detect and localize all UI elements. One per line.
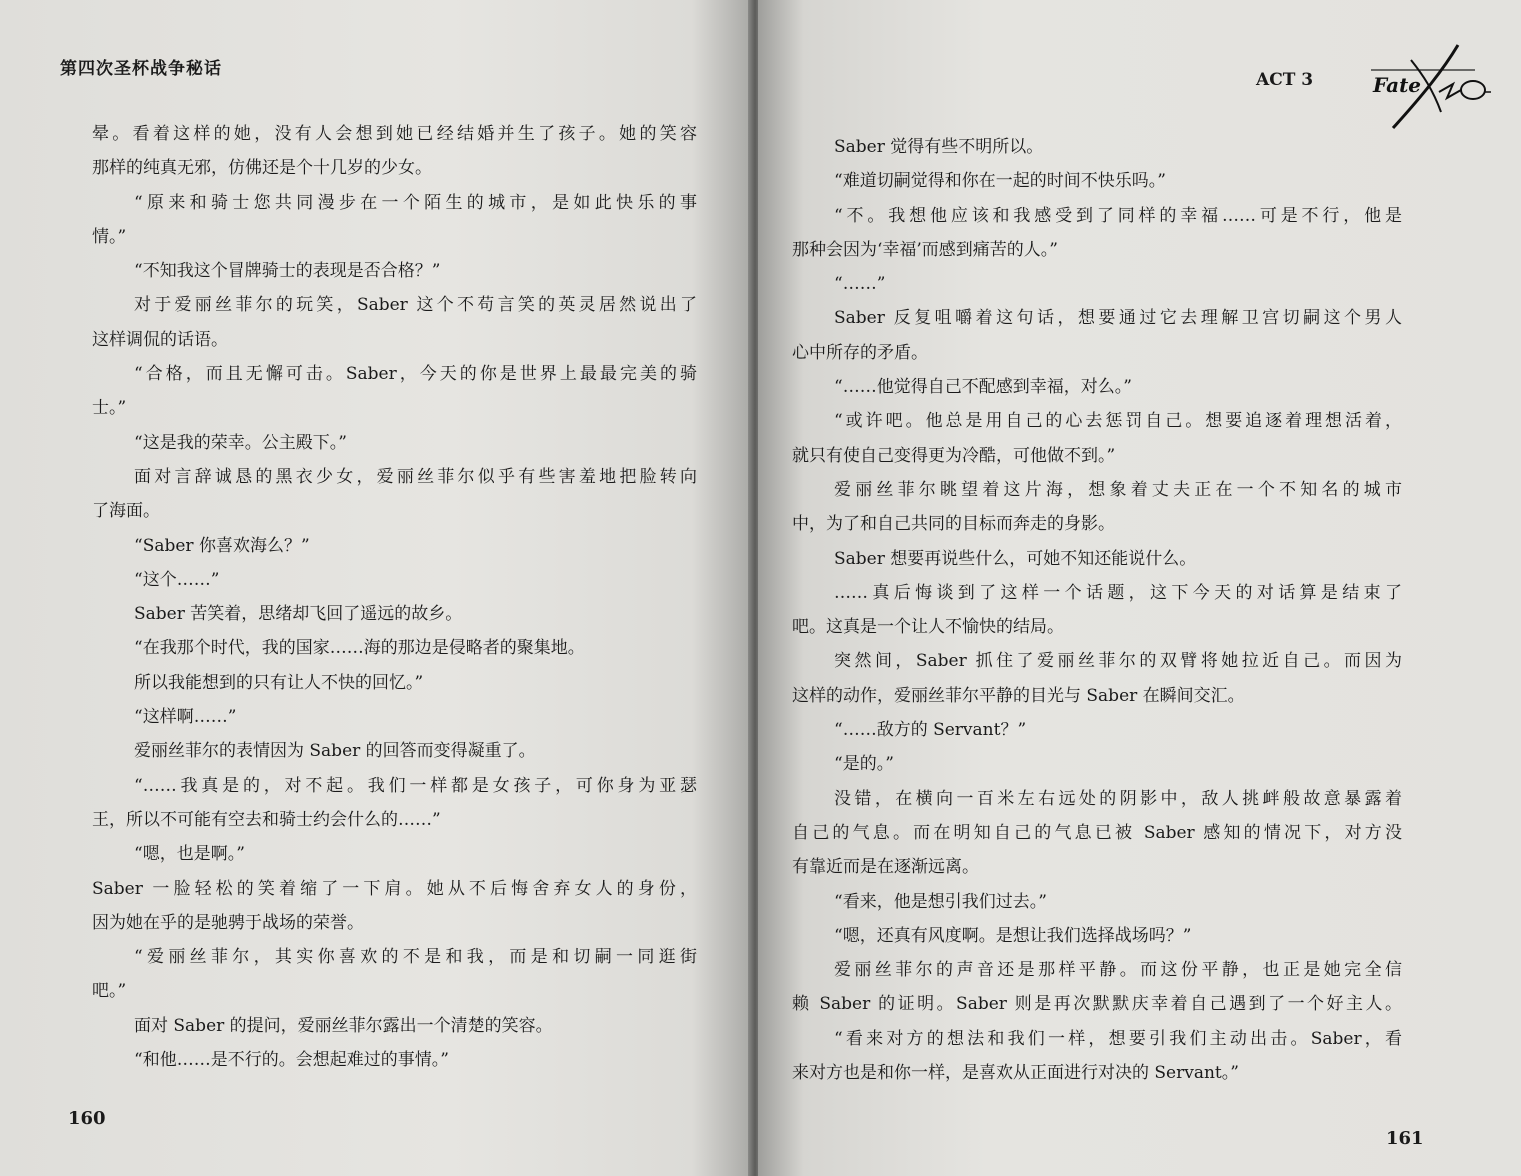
text-line: 面对言辞诚恳的黑衣少女，爱丽丝菲尔似乎有些害羞地把脸转向 <box>134 466 697 487</box>
text-line: 因为她在乎的是驰骋于战场的荣誉。 <box>92 912 364 933</box>
text-line: “看来，他是想引我们过去。” <box>834 891 1047 912</box>
text-line: “Saber 你喜欢海么？” <box>134 535 310 556</box>
text-line: “嗯，也是啊。” <box>134 844 245 865</box>
text-line: “合格，而且无懈可击。Saber，今天的你是世界上最最完美的骑 <box>134 364 697 385</box>
text-line: 来对方也是和你一样，是喜欢从正面进行对决的 Servant。” <box>792 1063 1239 1084</box>
text-line: 爱丽丝菲尔的表情因为 Saber 的回答而变得凝重了。 <box>134 741 536 762</box>
text-line: 这样调侃的话语。 <box>92 329 228 350</box>
text-line: 所以我能想到的只有让人不快的回忆。” <box>134 672 424 693</box>
text-line: 士。” <box>92 398 127 419</box>
text-line: 爱丽丝菲尔的声音还是那样平静。而这份平静，也正是她完全信 <box>834 960 1402 981</box>
text-line: “……” <box>834 274 886 295</box>
page-number-left: 160 <box>68 1108 106 1129</box>
text-line: “嗯，还真有风度啊。是想让我们选择战场吗？” <box>834 925 1192 946</box>
text-line: “在我那个时代，我的国家……海的那边是侵略者的聚集地。 <box>134 638 585 659</box>
fate-zero-logo <box>1363 40 1493 130</box>
text-line: 了海面。 <box>92 501 160 522</box>
right-page-body <box>792 130 1402 1090</box>
text-line: 中，为了和自己共同的目标而奔走的身影。 <box>792 514 1115 535</box>
text-line: 自己的气息。而在明知自己的气息已被 Saber 感知的情况下，对方没 <box>792 822 1402 843</box>
text-line: “这样啊……” <box>134 707 237 728</box>
text-line: 赖 Saber 的证明。Saber 则是再次默默庆幸着自己遇到了一个好主人。 <box>792 994 1402 1015</box>
text-line: 爱丽丝菲尔眺望着这片海，想象着丈夫正在一个不知名的城市 <box>834 479 1402 500</box>
page-number-right: 161 <box>1386 1128 1424 1149</box>
text-line: 有靠近而是在逐渐远离。 <box>792 857 979 878</box>
text-line: “……他觉得自己不配感到幸福，对么。” <box>834 377 1132 398</box>
text-line: ……真后悔谈到了这样一个话题，这下今天的对话算是结束了 <box>834 582 1402 603</box>
text-line: 这样的动作，爱丽丝菲尔平静的目光与 Saber 在瞬间交汇。 <box>792 685 1245 706</box>
text-line: “……敌方的 Servant？” <box>834 720 1027 741</box>
text-line: 吧。这真是一个让人不愉快的结局。 <box>792 617 1064 638</box>
text-line: “这是我的荣幸。公主殿下。” <box>134 432 347 453</box>
text-line: “和他……是不行的。会想起难过的事情。” <box>134 1050 449 1071</box>
text-line: “原来和骑士您共同漫步在一个陌生的城市，是如此快乐的事 <box>134 192 697 213</box>
text-line: “难道切嗣觉得和你在一起的时间不快乐吗。” <box>834 171 1166 192</box>
running-head-left: 第四次圣杯战争秘话 <box>60 59 222 79</box>
text-line: 晕。看着这样的她，没有人会想到她已经结婚并生了孩子。她的笑容 <box>92 124 697 144</box>
text-line: “……我真是的，对不起。我们一样都是女孩子，可你身为亚瑟 <box>134 775 697 796</box>
text-line: “爱丽丝菲尔，其实你喜欢的不是和我，而是和切嗣一同逛街 <box>134 947 697 968</box>
text-line: 突然间，Saber 抓住了爱丽丝菲尔的双臂将她拉近自己。而因为 <box>834 651 1402 672</box>
svg-text:Fate: Fate <box>1373 73 1422 97</box>
text-line: 就只有使自己变得更为冷酷，可他做不到。” <box>792 445 1116 466</box>
text-line: Saber 觉得有些不明所以。 <box>834 137 1044 157</box>
text-line: 心中所存的矛盾。 <box>792 342 928 363</box>
text-line: 王，所以不可能有空去和骑士约会什么的……” <box>92 809 441 830</box>
text-line: 吧。” <box>92 981 127 1002</box>
text-line: 没错，在横向一百米左右远处的阴影中，敌人挑衅般故意暴露着 <box>834 788 1402 809</box>
text-line: “看来对方的想法和我们一样，想要引我们主动出击。Saber，看 <box>834 1028 1402 1049</box>
text-line: Saber 想要再说些什么，可她不知还能说什么。 <box>834 548 1197 569</box>
text-line: 面对 Saber 的提问，爱丽丝菲尔露出一个清楚的笑容。 <box>134 1015 553 1036</box>
left-page <box>0 0 752 1176</box>
text-line: “是的。” <box>834 754 894 775</box>
text-line: “不。我想他应该和我感受到了同样的幸福……可是不行，他是 <box>834 205 1402 226</box>
left-page-body <box>92 117 697 1077</box>
text-line: 那种会因为‘幸福’而感到痛苦的人。” <box>792 239 1058 260</box>
text-line: “这个……” <box>134 569 220 590</box>
text-line: Saber 反复咀嚼着这句话，想要通过它去理解卫宫切嗣这个男人 <box>834 308 1402 329</box>
running-head-right: ACT 3 <box>1256 70 1314 90</box>
text-line: 对于爱丽丝菲尔的玩笑，Saber 这个不苟言笑的英灵居然说出了 <box>134 295 697 316</box>
text-line: Saber 一脸轻松的笑着缩了一下肩。她从不后悔舍弃女人的身份， <box>92 878 697 899</box>
text-line: “不知我这个冒牌骑士的表现是否合格？” <box>134 261 441 282</box>
text-line: 情。” <box>92 226 127 247</box>
right-page <box>758 0 1521 1176</box>
text-line: “或许吧。他总是用自己的心去惩罚自己。想要追逐着理想活着， <box>834 411 1402 432</box>
text-line: 那样的纯真无邪，仿佛还是个十几岁的少女。 <box>92 158 432 179</box>
text-line: Saber 苦笑着，思绪却飞回了遥远的故乡。 <box>134 604 463 625</box>
